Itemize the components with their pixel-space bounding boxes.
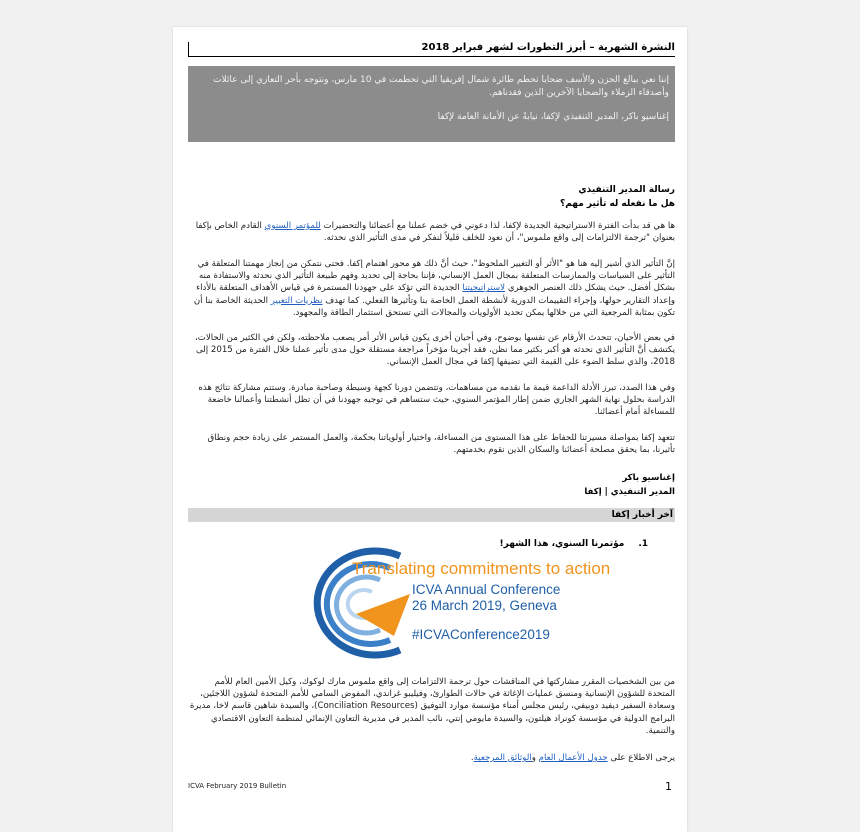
p-links-text-mid: و [531, 753, 539, 763]
p-links-text-end: . [470, 753, 474, 763]
condolence-box [188, 66, 675, 142]
p1-text-end: القادم الخاص بإكفا بعنوان "ترجمة الالتزامات إلى واقع ملموس"، أن نعود للخلف قليلاً لنفكر في مدى التأثير الذي نحدثه. [195, 221, 675, 244]
logo-line-3: 26 March 2019, Geneva [412, 598, 557, 613]
header-tick-mark [188, 42, 189, 56]
signature-name: إغناسيو باكر [622, 473, 675, 483]
general-agenda-link[interactable]: جدول الأعمال العام [538, 753, 608, 763]
letter-question: هل ما نفعله له تأثير مهم؟ [559, 199, 675, 209]
letter-paragraph-2 [188, 258, 675, 319]
letter-paragraph-5: تتعهد إكفا بمواصلة مسيرتنا للحفاظ على هذا المستوى من المساءلة، واختيار أولوياتنا بحكمة، والعمل المستمر على زيادة حجم ونطاق تأثيرنا، بما يحقق مصلحة أعضائنا والسكان الذين نقوم بخدمتهم. [207, 433, 675, 456]
news-item-number: 1. [638, 539, 648, 549]
news-paragraph-1: من بين الشخصيات المقرر مشاركتها في المناقشات حول ترجمة الالتزامات إلى واقع ملموس مارك لوكوك، وكيل الأمين العام للأمم المتحدة للشؤون الإنسانية ومنسق عمليات الإغاثة في حالات الطوارئ، وفيليبو غراندي، المفوض السامي للأمم المتحدة لشؤون اللاجئين، وسعادة السفير ديفيد دوبيفي، رئيس مجلس أمناء مؤسسة موارد التوفيق (Conciliation Resources)، والسيدة شاهين قاسم لاخا، مديرة البرامج الدولية في مؤسسة كونراد هيلتون، والسيدة مايومي إنتي، نائب المدير في مديرية التعاون الإنمائي لمنظمة التعاون الاقتصادي والتنمية. [189, 677, 675, 736]
conference-logo [282, 544, 622, 662]
p2-text-mid: الجديدة التي تؤكد على جهودنا المستمرة في قياس الأهداف المتعلقة بالأداء وإعداد التقارير حولها، وإجراء التقييمات الدورية لأنشطة العمل الخاصة بنا وتأثيرها الفعلي. كما تهدف [196, 283, 675, 306]
condolence-signature: إغناسيو باكر، المدير التنفيذي لإكفا، نيابةً عن الأمانة العامة لإكفا [437, 112, 669, 123]
background-documents-link[interactable]: الوثائق المرجعية [473, 753, 532, 763]
p-links-text-start: يرجى الاطلاع على [607, 753, 675, 763]
bulletin-header: النشرة الشهرية – أبرز التطورات لشهر فبراير 2018 [188, 42, 675, 57]
letter-heading: رسالة المدير التنفيذي [578, 185, 675, 195]
logo-line-1: Translating commitments to action [352, 559, 611, 578]
logo-line-2: ICVA Annual Conference [412, 582, 561, 597]
p1-text-start: ها هي قد بدأت الفترة الاستراتيجية الجديدة لإكفا، لذا دعوني في خضم عملنا مع أعضائنا والتحضيرات [320, 221, 675, 231]
p2-text-end: الحديثة الخاصة بنا أن تكون بمثابة المرجعية التي من خلالها يمكن تحديد الأولويات والمجالات التي تستحق استثمار الطاقة والمجهود. [193, 295, 675, 318]
letter-paragraph-1 [188, 220, 675, 244]
news-paragraph-2 [188, 752, 675, 764]
p2-text-start: إنَّ التأثير الذي أشير إليه هنا هو "الأثر أو التغيير الملحوظ"، حيث أنَّ ذلك هو محور اهتمام إكفا. فحتى نتمكن من إنجاز مهمتنا المتعلقة في التأثير على السياسات والممارسات المتعلقة بمجال العمل الإنساني، فإننا بحاجة إلى تحديد وفهم طبيعة التأثير الذي نحدثه والاستفادة منه بشكل أفضل. حيث يشكل ذلك العنصر الجوهري [197, 259, 675, 294]
logo-arrow-icon [356, 594, 410, 636]
latest-news-bar: آخر أخبار إكفا [188, 508, 675, 522]
news-item-heading: مؤتمرنا السنوي، هذا الشهر! [499, 539, 625, 549]
letter-paragraph-3: في بعض الأحيان، تتحدث الأرقام عن نفسها بوضوح، وفي أحيان أخرى يكون قياس الأثر أمر يصعب ملاحظته، ولكن في الكثير من الحالات، يكتشف أنَّ التأثير الذي نحدثه هو أكبر بكثير مما نظن، فقد أجرينا مؤخراً مراجعة مستقلة حول مدى تأثير عملنا خلال الفترة من 2015 إلى 2018، والذي سلط الضوء على القيمة التي تضيفها إكفا في مجال العمل الإنساني. [194, 333, 675, 368]
page-number: 1 [665, 780, 672, 793]
annual-conference-link[interactable]: للمؤتمر السنوي [264, 221, 321, 231]
footer-text: ICVA February 2019 Bulletin [188, 782, 287, 790]
strategy-link[interactable]: لاستراتيجيتنا [462, 283, 506, 294]
logo-line-4: #ICVAConference2019 [412, 627, 550, 642]
signature-role: المدير التنفيذي | إكفا [584, 487, 675, 497]
letter-paragraph-4: وفي هذا الصدد، تبرز الأدلة الداعمة قيمة ما نقدمه من مساهمات، وتتضمن دورنا كجهة وسيطة وصاحبة مبادرة. وستتم مشاركة نتائج هذه الدراسة بحلول نهاية الشهر الجاري ضمن إطار المؤتمر السنوي، حيث ستساهم في توجيه جهودنا في أن تظل أنشطتنا وأعمالنا خاضعة للمساءلة أمام أعضائنا. [198, 383, 675, 418]
condolence-text: إننا نعي ببالغ الحزن والأسف ضحايا تحطم طائرة شمال إفريقيا التي تحطمت في 10 مارس، ونتوجه بأحر التعازي إلى عائلات وأصدقاء الزملاء والضحايا الآخرين الذين فقدناهم. [213, 75, 669, 98]
theories-of-change-link[interactable]: نظريات التغيير [270, 295, 323, 306]
